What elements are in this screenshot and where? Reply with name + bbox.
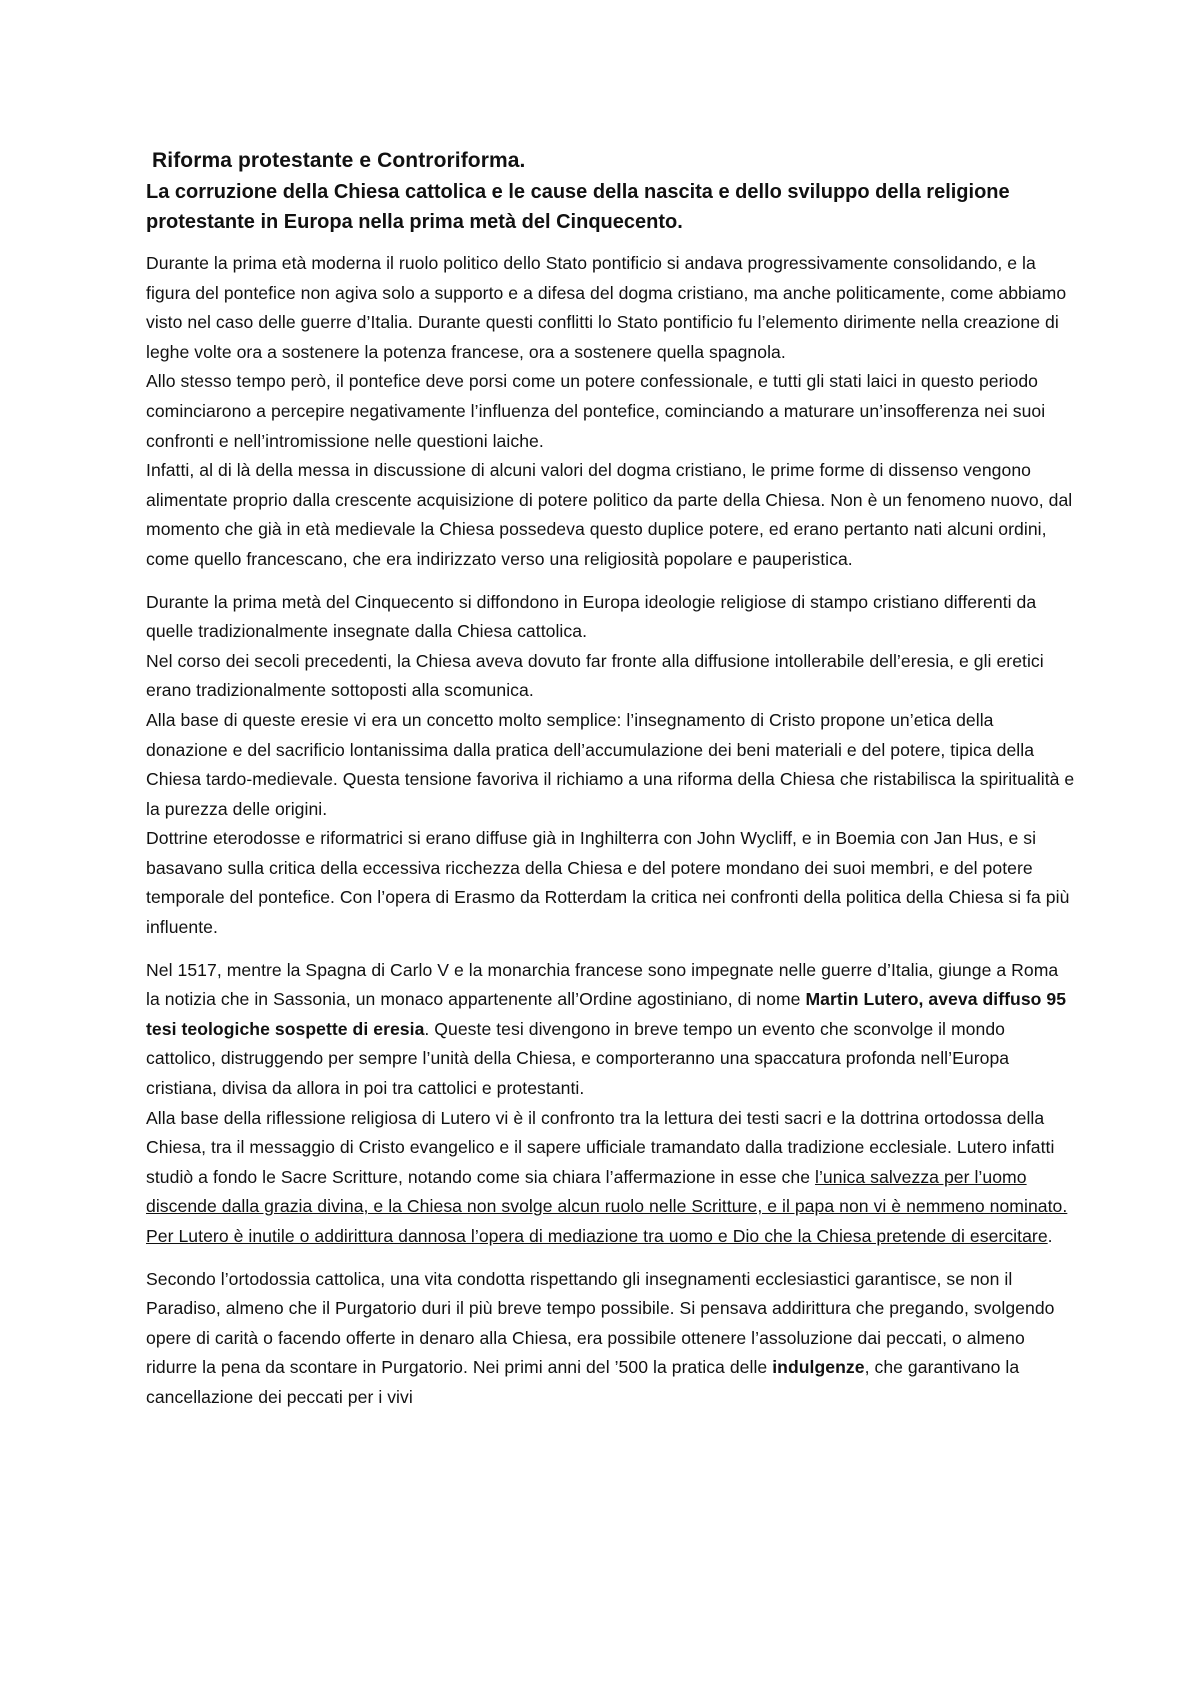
- paragraph-2: [146, 588, 1076, 943]
- paragraph-1: [146, 249, 1076, 575]
- paragraph-2-line-4: Dottrine eterodosse e riformatrici si erano diffuse già in Inghilterra con John Wycliff, e in Boemia con Jan Hus, e si basavano sulla critica della eccessiva ricchezza della Chiesa e del potere mondano dei suoi membri, e del potere temporale del pontefice. Con l’opera di Erasmo da Rotterdam la critica nei confronti della politica della Chiesa si fa più influente.: [146, 828, 1070, 938]
- paragraph-4: [146, 1265, 1076, 1413]
- paragraph-4-text-a: Secondo l’ortodossia cattolica, una vita condotta rispettando gli insegnamenti ecclesiastici garantisce, se non il Paradiso, almeno che il Purgatorio duri il più breve tempo possibile. Si pensava addirittura che pregando, svolgendo opere di carità o facendo offerte in denaro alla Chiesa, era possibile ottenere l’assoluzione dai peccati, o almeno ridurre la pena da scontare in Purgatorio. Nei primi anni del ’500 la pratica delle: [146, 1268, 1055, 1378]
- paragraph-1-line-2: Allo stesso tempo però, il pontefice deve porsi come un potere confessionale, e tutti gli stati laici in questo periodo cominciarono a percepire negativamente l’influenza del pontefice, cominciando a maturare un’insofferenza nei suoi confronti e nell’intromissione nelle questioni laiche.: [146, 371, 1046, 451]
- paragraph-4-text-b: , che garantivano la cancellazione dei peccati per i vivi: [146, 1357, 1020, 1407]
- paragraph-3-text-d: .: [1047, 1226, 1053, 1246]
- document-body: [146, 146, 1076, 1426]
- document-subtitle: La corruzione della Chiesa cattolica e le cause della nascita e dello sviluppo della religione protestante in Europa nella prima metà del Cinquecento.: [146, 181, 1010, 233]
- paragraph-2-line-3: Alla base di queste eresie vi era un concetto molto semplice: l’insegnamento di Cristo propone un’etica della donazione e del sacrificio lontanissima dalla pratica dell’accumulazione dei beni materiali e del potere, tipica della Chiesa tardo-medievale. Questa tensione favoriva il richiamo a una riforma della Chiesa che ristabilisca la spiritualità e la purezza delle origini.: [146, 709, 1075, 819]
- paragraph-3-bold: Martin Lutero, aveva diffuso 95 tesi teologiche sospette di eresia: [146, 989, 1067, 1039]
- paragraph-3-text-c: Alla base della riflessione religiosa di Lutero vi è il confronto tra la lettura dei testi sacri e la dottrina ortodossa della Chiesa, tra il messaggio di Cristo evangelico e il sapere ufficiale tramandato dalla tradizione ecclesiale. Lutero infatti studiò a fondo le Sacre Scritture, notando come sia chiara l’affermazione in esse che: [146, 1107, 1055, 1187]
- paragraph-2-line-1: Durante la prima metà del Cinquecento si diffondono in Europa ideologie religiose di stampo cristiano differenti da quelle tradizionalmente insegnate dalla Chiesa cattolica.: [146, 591, 1037, 642]
- paragraph-4-bold: indulgenze: [772, 1357, 865, 1378]
- paragraph-1-line-1: Durante la prima età moderna il ruolo politico dello Stato pontificio si andava progressivamente consolidando, e la figura del pontefice non agiva solo a supporto e a difesa del dogma cristiano, ma anche politicamente, come abbiamo visto nel caso delle guerre d’Italia. Durante questi conflitti lo Stato pontificio fu l’elemento dirimente nella creazione di leghe volte ora a sostenere la potenza francese, ora a sostenere quella spagnola.: [146, 253, 1067, 362]
- paragraph-3-text-a: Nel 1517, mentre la Spagna di Carlo V e la monarchia francese sono impegnate nelle guerre d’Italia, giunge a Roma la notizia che in Sassonia, un monaco appartenente all’Ordine agostiniano, di nome: [146, 959, 1059, 1010]
- paragraph-3: [146, 956, 1076, 1252]
- paragraph-3-text-b: . Queste tesi divengono in breve tempo un evento che sconvolge il mondo cattolico, distruggendo per sempre l’unità della Chiesa, e comporteranno una spaccatura profonda nell’Europa cristiana, divisa da allora in poi tra cattolici e protestanti.: [146, 1018, 1010, 1099]
- paragraph-2-line-2: Nel corso dei secoli precedenti, la Chiesa aveva dovuto far fronte alla diffusione intollerabile dell’eresia, e gli eretici erano tradizionalmente sottoposti alla scomunica.: [146, 650, 1044, 701]
- paragraph-3-line-2: [146, 1104, 1076, 1252]
- document-title: Riforma protestante e Controriforma.: [152, 149, 526, 172]
- paragraph-3-underlined: l’unica salvezza per l’uomo discende dalla grazia divina, e la Chiesa non svolge alcun ruolo nelle Scritture, e il papa non vi è nemmeno nominato. Per Lutero è inutile o addirittura dannosa l’opera di mediazione tra uomo e Dio che la Chiesa pretende di esercitare: [146, 1166, 1068, 1246]
- paragraph-3-line-1: [146, 956, 1076, 1104]
- paragraph-1-line-3: Infatti, al di là della messa in discussione di alcuni valori del dogma cristiano, le prime forme di dissenso vengono alimentate proprio dalla crescente acquisizione di potere politico da parte della Chiesa. Non è un fenomeno nuovo, dal momento che già in età medievale la Chiesa possedeva questo duplice potere, ed erano pertanto nati alcuni ordini, come quello francescano, che era indirizzato verso una religiosità popolare e pauperistica.: [146, 460, 1073, 569]
